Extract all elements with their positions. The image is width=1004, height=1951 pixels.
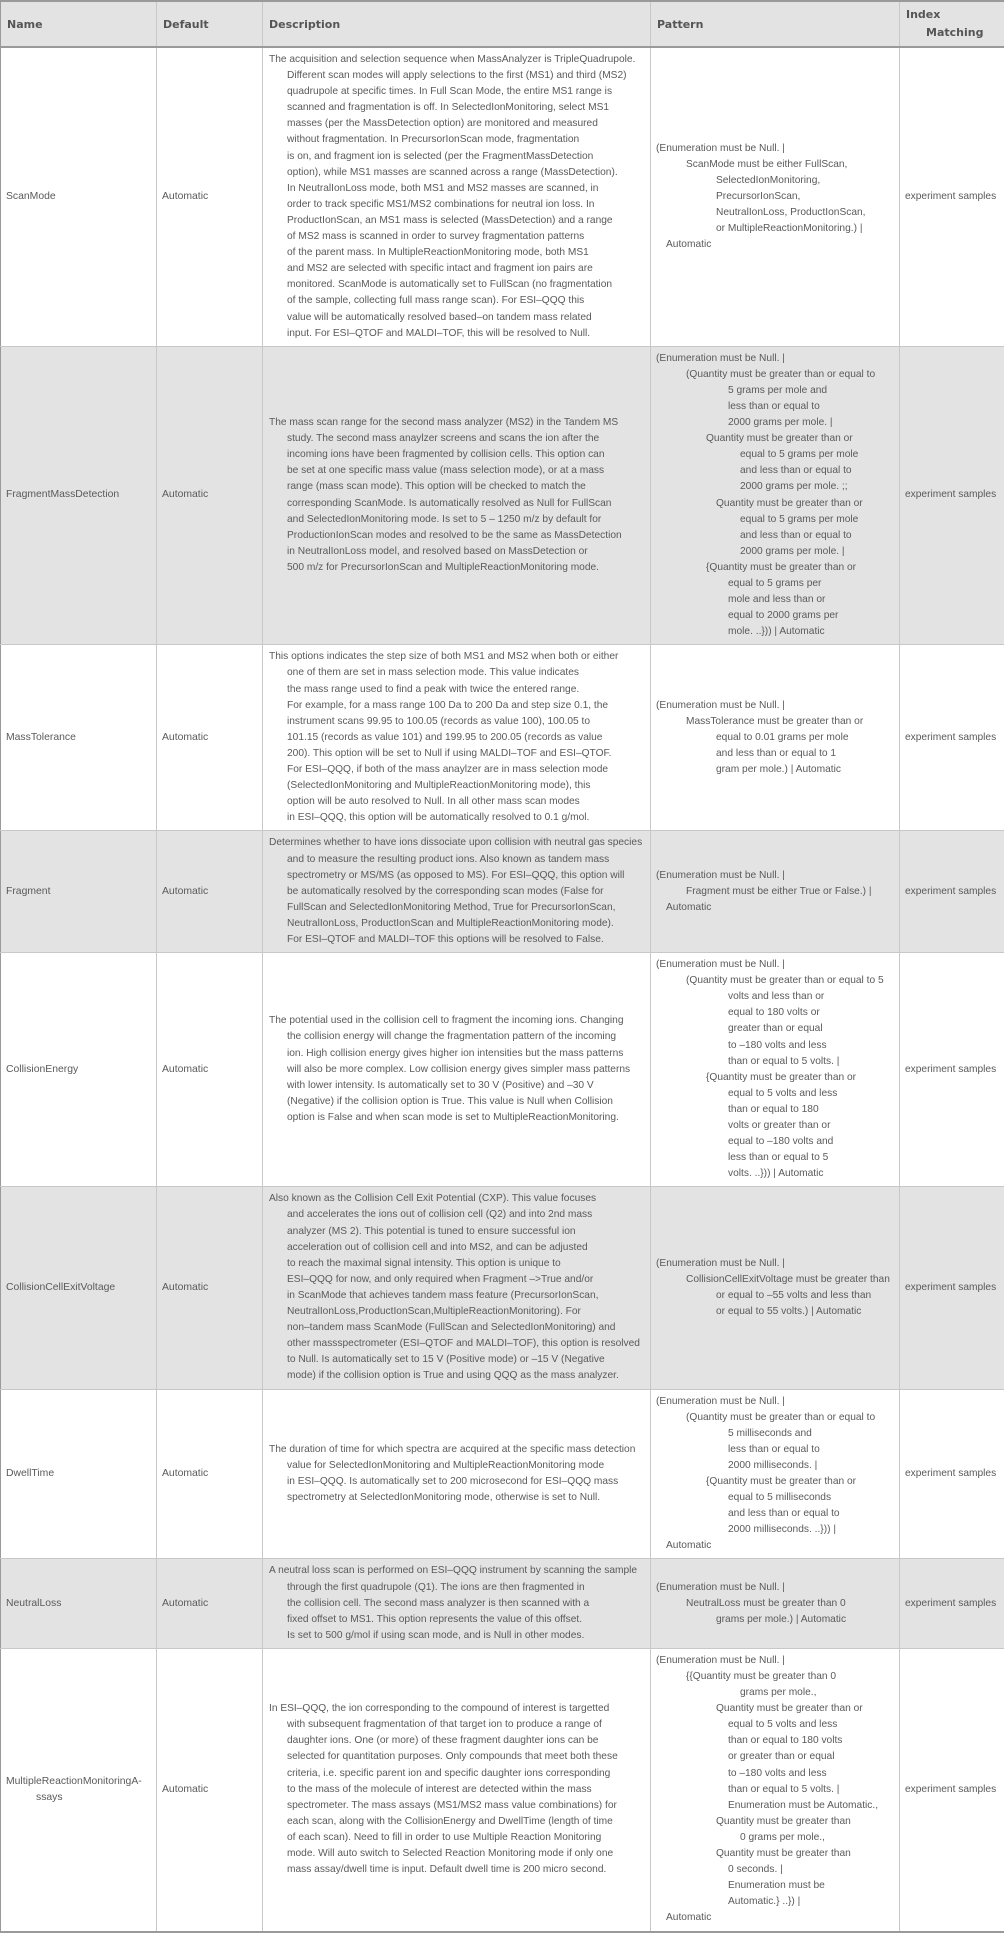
header-row [1,1,1004,47]
description-line: incoming ions have been fragmented by collision cells. This option can [287,449,605,461]
cell-description [263,953,651,1187]
pattern-line: or equal to 55 volts.) | Automatic [716,1306,862,1318]
description-line: The acquisition and selection sequence when MassAnalyzer is TripleQuadrupole. [269,54,636,65]
pattern-line: and less than or equal to [740,529,852,541]
cell-pattern [651,1389,900,1559]
pattern-line: less than or equal to [728,400,820,412]
description-line: and MS2 are selected with specific intact and fragment ion pairs are [287,263,593,275]
pattern-line: 5 milliseconds and [728,1427,812,1439]
description-line: For example, for a mass range 100 Da to 200 Da and step size 0.1, the [287,699,609,711]
description-line: non–tandem mass ScanMode (FullScan and SelectedIonMonitoring) and [287,1322,616,1334]
description-line: option is False and when scan mode is set to MultipleReactionMonitoring. [287,1111,619,1123]
description-line: through the first quadrupole (Q1). The ions are then fragmented in [287,1581,585,1593]
cell-default: Automatic [157,953,263,1187]
description-line: ProductIonScan, an MS1 mass is selected (MassDetection) and a range [287,214,613,226]
pattern-line: 2000 milliseconds. | [728,1459,818,1471]
description-line: without fragmentation. In PrecursorIonScan mode, fragmentation [287,134,580,146]
description-line: mode. Will auto switch to Selected Reaction Monitoring mode if only one [287,1848,614,1860]
description-line: will also be more complex. Low collision energy gives simpler mass patterns [287,1063,631,1075]
description-line: 500 m/z for PrecursorIonScan and MultipleReactionMonitoring mode. [287,561,600,573]
pattern-line: (Enumeration must be Null. | [656,1257,785,1269]
pattern-line: {{Quantity must be greater than 0 [686,1671,837,1682]
cell-default: Automatic [157,1648,263,1931]
table-row [1,1389,1004,1559]
description-line: spectrometry at SelectedIonMonitoring mode, otherwise is set to Null. [287,1492,601,1504]
pattern-line: equal to 5 grams per mole [740,449,859,461]
pattern-line: (Quantity must be greater than or equal to [686,1411,876,1423]
cell-description [263,1559,651,1648]
cell-index-matching: experiment samples [900,47,1004,346]
description-line: criteria, i.e. specific parent ion and specific daughter ions corresponding [287,1767,611,1779]
pattern-line: equal to 180 volts or [728,1007,820,1019]
pattern-line: NeutralLoss must be greater than 0 [686,1597,846,1609]
table-row [1,1559,1004,1648]
pattern-line: less than or equal to [728,1443,820,1455]
description-line: corresponding ScanMode. Is automatically resolved as Null for FullScan [287,497,612,509]
description-line: The duration of time for which spectra are acquired at the specific mass detection [269,1443,636,1455]
pattern-line: 0 grams per mole., [740,1831,825,1843]
description-line: the collision cell. The second mass analyzer is then scanned with a [287,1597,590,1609]
description-line: option), while MS1 masses are scanned across a range (MassDetection). [287,166,618,178]
description-line: The mass scan range for the second mass analyzer (MS2) in the Tandem MS [269,417,619,429]
cell-pattern [651,953,900,1187]
cell-description [263,645,651,831]
cell-index-matching: experiment samples [900,346,1004,645]
pattern-line: SelectedIonMonitoring, [716,174,821,186]
table-row [1,47,1004,346]
pattern-line: grams per mole., [740,1687,817,1699]
header-name: Name [1,1,157,47]
cell-description [263,1187,651,1389]
cell-description [263,831,651,953]
pattern-line: Enumeration must be [728,1880,825,1892]
pattern-line: equal to 5 milliseconds [728,1492,832,1504]
description-line: Determines whether to have ions dissociate upon collision with neutral gas species [269,837,643,849]
description-line: one of them are set in mass selection mode. This value indicates [287,667,580,679]
description-line: to reach the maximal signal intensity. This option is unique to [287,1257,561,1269]
cell-pattern [651,1648,900,1931]
cell-name: MassTolerance [1,645,157,831]
description-line: For ESI–QQQ, if both of the mass anaylzer are in mass selection mode [287,764,609,776]
pattern-line: to –180 volts and less [728,1039,827,1051]
pattern-line: (Enumeration must be Null. | [656,142,785,154]
pattern-line: 2000 grams per mole. | [740,545,845,557]
cell-name: CollisionCellExitVoltage [1,1187,157,1389]
pattern-line: Quantity must be greater than or [706,433,853,445]
cell-name-line: ssays [36,1791,63,1803]
pattern-line: Automatic.} ..}) | [728,1896,801,1908]
description-line: spectrometer. The mass assays (MS1/MS2 mass value combinations) for [287,1799,617,1811]
description-line: the collision energy will change the fragmentation pattern of the incoming [287,1031,617,1043]
cell-pattern [651,1187,900,1389]
cell-name: Fragment [1,831,157,953]
pattern-line: Automatic [666,1540,712,1552]
description-line: of each scan). Need to fill in order to use Multiple Reaction Monitoring [287,1831,602,1843]
pattern-line: CollisionCellExitVoltage must be greater than [686,1273,890,1285]
header-pattern: Pattern [651,1,900,47]
pattern-line: to –180 volts and less [728,1767,827,1779]
cell-name: DwellTime [1,1389,157,1559]
pattern-line: equal to –180 volts and [728,1136,834,1148]
pattern-line: {Quantity must be greater than or [706,1071,857,1083]
pattern-line: 5 grams per mole and [728,384,828,396]
pattern-line: than or equal to 180 [728,1103,819,1115]
pattern-line: equal to 5 volts and less [728,1719,838,1731]
pattern-line: (Enumeration must be Null. | [656,1395,785,1407]
cell-default: Automatic [157,1559,263,1648]
pattern-line: (Enumeration must be Null. | [656,1654,785,1666]
description-line: to the mass of the molecule of interest are detected within the mass [287,1783,592,1795]
description-line: ion. High collision energy gives higher ion intensities but the mass patterns [287,1047,624,1059]
pattern-line: ScanMode must be either FullScan, [686,158,848,170]
description-line: the mass range used to find a peak with twice the entered range. [287,683,580,695]
pattern-line: less than or equal to 5 [728,1152,829,1164]
pattern-line: grams per mole.) | Automatic [716,1613,847,1625]
cell-default: Automatic [157,1187,263,1389]
cell-index-matching: experiment samples [900,1648,1004,1931]
pattern-line: than or equal to 5 volts. | [728,1055,840,1067]
pattern-line: greater than or equal [728,1023,823,1035]
pattern-line: PrecursorIonScan, [716,190,801,202]
description-line: in NeutralIonLoss model, and resolved based on MassDetection or [287,545,588,557]
description-line: of MS2 mass is scanned in order to survey fragmentation patterns [287,231,585,243]
description-line: acceleration out of collision cell and into MS2, and can be adjusted [287,1241,588,1253]
cell-pattern [651,831,900,953]
table-row [1,831,1004,953]
description-line: and accelerates the ions out of collision cell (Q2) and into 2nd mass [287,1209,593,1221]
cell-index-matching: experiment samples [900,953,1004,1187]
cell-description [263,1648,651,1931]
cell-index-matching: experiment samples [900,1389,1004,1559]
description-line: selected for quantitation purposes. Only compounds that meet both these [287,1751,618,1763]
pattern-line: equal to 0.01 grams per mole [716,731,849,743]
description-line: be automatically resolved by the corresponding scan modes (False for [287,885,604,897]
pattern-line: Quantity must be greater than or [716,1703,863,1715]
pattern-line: Fragment must be either True or False.) | [686,885,872,897]
pattern-line: (Enumeration must be Null. | [656,352,785,364]
description-line: Different scan modes will apply selections to the first (MS1) and third (MS2) [287,70,627,82]
description-line: Also known as the Collision Cell Exit Potential (CXP). This value focuses [269,1193,597,1205]
pattern-line: 2000 grams per mole. ;; [740,481,848,493]
pattern-line: or equal to –55 volts and less than [716,1289,872,1301]
cell-pattern [651,645,900,831]
description-line: daughter ions. One (or more) of these fragment daughter ions can be [287,1735,599,1747]
pattern-line: MassTolerance must be greater than or [686,715,864,727]
description-line: Is set to 500 g/mol if using scan mode, and is Null in other modes. [287,1629,585,1641]
pattern-line: equal to 5 volts and less [728,1087,838,1099]
description-line: In ESI–QQQ, the ion corresponding to the compound of interest is targetted [269,1703,610,1715]
description-line: NeutralIonLoss,ProductIonScan,MultipleReactionMonitoring). For [287,1306,581,1318]
pattern-line: Automatic [666,901,712,913]
description-line: (Negative) if the collision option is True. This value is Null when Collision [287,1095,613,1107]
header-default: Default [157,1,263,47]
pattern-line: (Quantity must be greater than or equal to [686,368,876,380]
description-line: and SelectedIonMonitoring mode. Is set to 5 – 1250 m/z by default for [287,513,602,525]
pattern-line: (Enumeration must be Null. | [656,1581,785,1593]
description-line: value will be automatically resolved based–on tandem mass related [287,311,592,323]
description-line: monitored. ScanMode is automatically set to FullScan (no fragmentation [287,279,613,291]
description-line: of the sample, collecting full mass range scan). For ESI–QQQ this [287,295,585,307]
cell-pattern [651,346,900,645]
pattern-line: and less than or equal to [728,1508,840,1520]
description-line: instrument scans 99.95 to 100.05 (records as value 100), 100.05 to [287,715,590,727]
cell-default: Automatic [157,645,263,831]
description-line: to Null. Is automatically set to 15 V (Positive mode) or –15 V (Negative [287,1354,605,1366]
description-line: value for SelectedIonMonitoring and MultipleReactionMonitoring mode [287,1459,605,1471]
pattern-line: gram per mole.) | Automatic [716,764,841,776]
table-body [1,47,1004,1932]
pattern-line: Quantity must be greater than [716,1848,851,1860]
pattern-line: and less than or equal to 1 [716,747,837,759]
table-row [1,645,1004,831]
description-line: spectrometry or MS/MS (as opposed to MS). For ESI–QQQ, this option will [287,869,625,881]
cell-name-line: MultipleReactionMonitoringA- [6,1775,142,1787]
pattern-line: equal to 5 grams per mole [740,513,859,525]
description-line: in ScanMode that achieves tandem mass feature (PrecursorIonScan, [287,1289,599,1301]
header-index-matching [900,1,1004,47]
description-line: and to measure the resulting product ions. Also known as tandem mass [287,853,610,865]
pattern-line: than or equal to 180 volts [728,1735,843,1747]
pattern-line: Quantity must be greater than [716,1815,851,1827]
cell-name: ScanMode [1,47,157,346]
description-line: quadrupole at specific times. In Full Scan Mode, the entire MS1 range is [287,86,613,98]
description-line: analyzer (MS 2). This potential is tuned to ensure successful ion [287,1225,576,1237]
description-line: scanned and fragmentation is off. In SelectedIonMonitoring, select MS1 [287,102,610,114]
description-line: This options indicates the step size of both MS1 and MS2 when both or either [269,651,619,663]
pattern-line: volts and less than or [728,991,825,1003]
pattern-line: Quantity must be greater than or [716,497,863,509]
cell-name [1,1648,157,1931]
description-line: in ESI–QQQ. Is automatically set to 200 microsecond for ESI–QQQ mass [287,1475,619,1487]
cell-description [263,1389,651,1559]
description-line: ESI–QQQ for now, and only required when Fragment –>True and/or [287,1273,594,1285]
description-line: order to track specific MS1/MS2 combinations for neutral ion loss. In [287,198,595,210]
table-row [1,346,1004,645]
description-line: For ESI–QTOF and MALDI–TOF this options will be resolved to False. [287,933,604,945]
description-line: ProductionIonScan modes and resolved to be the same as MassDetection [287,529,622,541]
description-line: input. For ESI–QTOF and MALDI–TOF, this will be resolved to Null. [287,327,591,339]
cell-default: Automatic [157,47,263,346]
cell-index-matching: experiment samples [900,1187,1004,1389]
pattern-line: or MultipleReactionMonitoring.) | [716,222,863,234]
table-row [1,1187,1004,1389]
description-line: be set at one specific mass value (mass selection mode), or at a mass [287,465,605,477]
cell-description [263,47,651,346]
pattern-line: 2000 grams per mole. | [728,417,833,429]
table-row [1,953,1004,1187]
pattern-line: (Quantity must be greater than or equal to 5 [686,975,884,987]
description-line: option will be auto resolved to Null. In all other mass scan modes [287,796,580,808]
description-line: range (mass scan mode). This option will be checked to match the [287,481,586,493]
cell-name: NeutralLoss [1,1559,157,1648]
cell-index-matching: experiment samples [900,831,1004,953]
pattern-line: 2000 milliseconds. ..})) | [728,1524,836,1536]
header-description: Description [263,1,651,47]
cell-name: FragmentMassDetection [1,346,157,645]
pattern-line: 0 seconds. | [728,1864,783,1876]
cell-index-matching: experiment samples [900,1559,1004,1648]
description-line: study. The second mass anaylzer screens and scans the ion after the [287,433,600,445]
pattern-line: and less than or equal to [740,465,852,477]
description-line: each scan, along with the CollisionEnergy and DwellTime (length of time [287,1815,613,1827]
header-index-line1: Index [906,8,941,21]
description-line: other massspectrometer (ESI–QTOF and MALDI–TOF), this option is resolved [287,1338,640,1350]
description-line: 200). This option will be set to Null if using MALDI–TOF and ESI–QTOF. [287,747,612,759]
description-line: of the parent mass. In MultipleReactionMonitoring mode, both MS1 [287,247,589,259]
pattern-line: equal to 2000 grams per [728,610,839,622]
description-line: NeutralIonLoss, ProductIonScan and MultipleReactionMonitoring mode). [287,917,614,929]
description-line: mode) if the collision option is True and using QQQ as the mass analyzer. [287,1370,619,1382]
description-line: (SelectedIonMonitoring and MultipleReactionMonitoring mode), this [287,780,591,792]
pattern-line: (Enumeration must be Null. | [656,699,785,711]
pattern-line: volts or greater than or [728,1120,831,1131]
description-line: is on, and fragment ion is selected (per the FragmentMassDetection [287,150,594,162]
pattern-line: (Enumeration must be Null. | [656,869,785,881]
description-line: with lower intensity. Is automatically set to 30 V (Positive) and –30 V [287,1079,594,1091]
pattern-line: mole. ..})) | Automatic [728,626,825,638]
description-line: In NeutralIonLoss mode, both MS1 and MS2 masses are scanned, in [287,182,599,194]
pattern-line: Automatic [666,1912,712,1924]
description-line: A neutral loss scan is performed on ESI–QQQ instrument by scanning the sample [269,1565,638,1577]
cell-pattern [651,47,900,346]
description-line: mass assay/dwell time is input. Default dwell time is 200 micro second. [287,1864,607,1876]
description-line: The potential used in the collision cell to fragment the incoming ions. Changing [269,1015,624,1027]
pattern-line: mole and less than or [728,594,826,606]
pattern-line: NeutralIonLoss, ProductIonScan, [716,206,866,218]
pattern-line: {Quantity must be greater than or [706,1475,857,1487]
header-index-line2: Matching [926,26,984,39]
table-header [1,1,1004,47]
cell-default: Automatic [157,346,263,645]
pattern-line: Enumeration must be Automatic., [728,1799,879,1811]
pattern-line: or greater than or equal [728,1751,835,1763]
description-line: with subsequent fragmentation of that target ion to produce a range of [287,1719,602,1731]
pattern-line: than or equal to 5 volts. | [728,1783,840,1795]
cell-description [263,346,651,645]
cell-name: CollisionEnergy [1,953,157,1187]
cell-pattern [651,1559,900,1648]
description-line: 101.15 (records as value 101) and 199.95 to 200.05 (records as value [287,731,603,743]
table-row [1,1648,1004,1931]
description-line: in ESI–QQQ, this option will be automatically resolved to 0.1 g/mol. [287,812,590,824]
pattern-line: {Quantity must be greater than or [706,561,857,573]
pattern-line: Automatic [666,239,712,251]
pattern-line: volts. ..})) | Automatic [728,1168,824,1180]
pattern-line: equal to 5 grams per [728,578,822,589]
description-line: masses (per the MassDetection option) are monitored and measured [287,118,598,130]
cell-default: Automatic [157,831,263,953]
cell-default: Automatic [157,1389,263,1559]
pattern-line: (Enumeration must be Null. | [656,959,785,971]
description-line: fixed offset to MS1. This option represents the value of this offset. [287,1613,583,1625]
description-line: FullScan and SelectedIonMonitoring Method, True for PrecursorIonScan, [287,901,616,913]
cell-index-matching: experiment samples [900,645,1004,831]
